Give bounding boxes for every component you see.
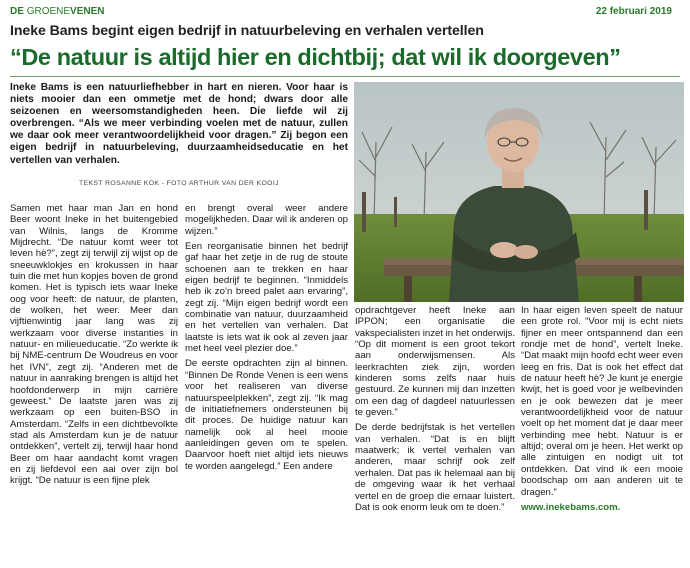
paragraph: In haar eigen leven speelt de natuur een grote rol. “Voor mij is echt niets fijner en meer ontspannend dan een rondje met de hond”, vertelt Ineke. “Dat maakt mijn hoofd echt weer even leeg en fris. Dat is ook het effect dat de natuur heeft hè? Je kunt je energie kwijt, het is goed voor je welbevinden en je ook bewezen dat je meer verantwoordelijkheid voor de natuur voelt op het moment dat je daar meer verbinding mee hebt. Natuur is er altijd; overal om je heen. Het werkt op alle zintuigen en nodigt uit tot ontdekken. Dat vind ik een mooie boodschap om aan anderen uit te dragen.”	[521, 305, 683, 498]
article-column-2	[185, 203, 348, 476]
masthead-venen: VENEN	[70, 6, 105, 17]
masthead-groene: GROENE	[26, 6, 71, 17]
article-column-1	[10, 203, 178, 491]
article-column-4	[521, 305, 683, 517]
masthead-de: DE	[10, 6, 24, 17]
paragraph: De eerste opdrachten zijn al binnen. “Binnen De Ronde Venen is een wens voor het realiseren van diverse natuurspeelplekken”, zegt zij. “Ik mag de initiatiefnemers ondersteunen bij dit proces. De huidige natuur kan namelijk ook al heel mooie aanleidingen geven om te spelen. Daarvoor hoeft niet altijd iets nieuws te worden aangelegd.” Een andere	[185, 358, 348, 472]
article-column-3	[355, 305, 515, 517]
portrait-photo	[354, 82, 684, 302]
headline-divider	[10, 76, 680, 77]
paragraph: opdrachtgever heeft Ineke aan IPPON; een organisatie die vakspecialisten inzet in het onderwijs. “Op dit moment is een groot tekort aan onderwijsmensen. Als leerkrachten ziek zijn, worden kinderen soms zelfs naar huis gestuurd. Ze kunnen mij dan inzetten om een dag of dagdeel natuurlessen te geven.”	[355, 305, 515, 419]
article-intro: Ineke Bams is een natuurliefhebber in hart en nieren. Voor haar is niets mooier dan een ommetje met de hond; dwars door alle seizoenen en weersomstandigheden heen. Die liefde wil zij overbrengen. “Als we meer verbinding voelen met de natuur, zullen we daar ook meer verantwoordelijkheid voor dragen.” Zij begon een eigen bedrijf in natuurbeleving, duurzaamheidseducatie en het vertellen van verhalen.	[10, 82, 348, 166]
paragraph: Samen met haar man Jan en hond Beer woont Ineke in het buitengebied van Wilnis, langs de Kromme Mijdrecht. “De natuur komt weer tot leven hè?”, zegt zij terwijl zij wijst op de sneeuwklokjes en krokussen in haar tuin die met hun kopjes boven de grond komen. Het is typisch iets waar Ineke oog voor heeft: de natuur, de planten, de wolken, het weer. Meer dan vijftienwintig jaar lang was zij werkzaam voor diverse instanties in natuur- en milieueducatie. “Zo werkte ik bij NME-centrum De Woudreus en voor het IVN”, zegt zij. “Anderen met de natuur in aanraking brengen is altijd het hoofdonderwerp in mijn carrière geweest.” De laatste jaren was zij werkzaam op een buiten-BSO in Amsterdam. “Zelfs in een dichtbevolkte stad als Amsterdam kun je de natuur ontdekken”, vertelt zij, terwijl haar hond Beer om haar aandacht komt vragen en zij liefdevol een aai over zijn bol krijgt. “De natuur is een fijne plek	[10, 203, 179, 487]
article-subtitle: Ineke Bams begint eigen bedrijf in natuurbeleving en verhalen vertellen	[10, 23, 484, 39]
article-credits: TEKST ROSANNE KOK - FOTO ARTHUR VAN DER KOOIJ	[79, 180, 279, 187]
masthead	[10, 6, 680, 22]
paragraph: De derde bedrijfstak is het vertellen van verhalen. “Dat is en blijft maatwerk; ik vertel verhalen van anderen, maar schrijf ook zelf verhalen. Dat pas ik helemaal aan bij de omgeving waar ik het verhaal vertel en de groep die ernaar luistert. Dat is ook enorm leuk om te doen.”	[355, 422, 515, 513]
paragraph: en brengt overal weer andere mogelijkheden. Daar wil ik anderen op wijzen.”	[185, 203, 348, 237]
website-link[interactable]: www.inekebams.com.	[521, 501, 621, 513]
paragraph: Een reorganisatie binnen het bedrijf gaf haar het zetje in de rug de stoute schoenen aan te trekken en haar eigen bedrijf te beginnen. “Inmiddels heb ik zo’n breed palet aan ervaring”, zegt zij. “Mijn eigen bedrijf wordt een combinatie van natuur, duurzaamheid en het vertellen van verhalen. Dat laatste is iets wat ik ook al zeven jaar met heel veel plezier doe.”	[185, 241, 348, 355]
publication-date: 22 februari 2019	[595, 6, 672, 17]
article-headline: “De natuur is altijd hier en dichtbij; dat wil ik doorgeven”	[10, 44, 621, 70]
